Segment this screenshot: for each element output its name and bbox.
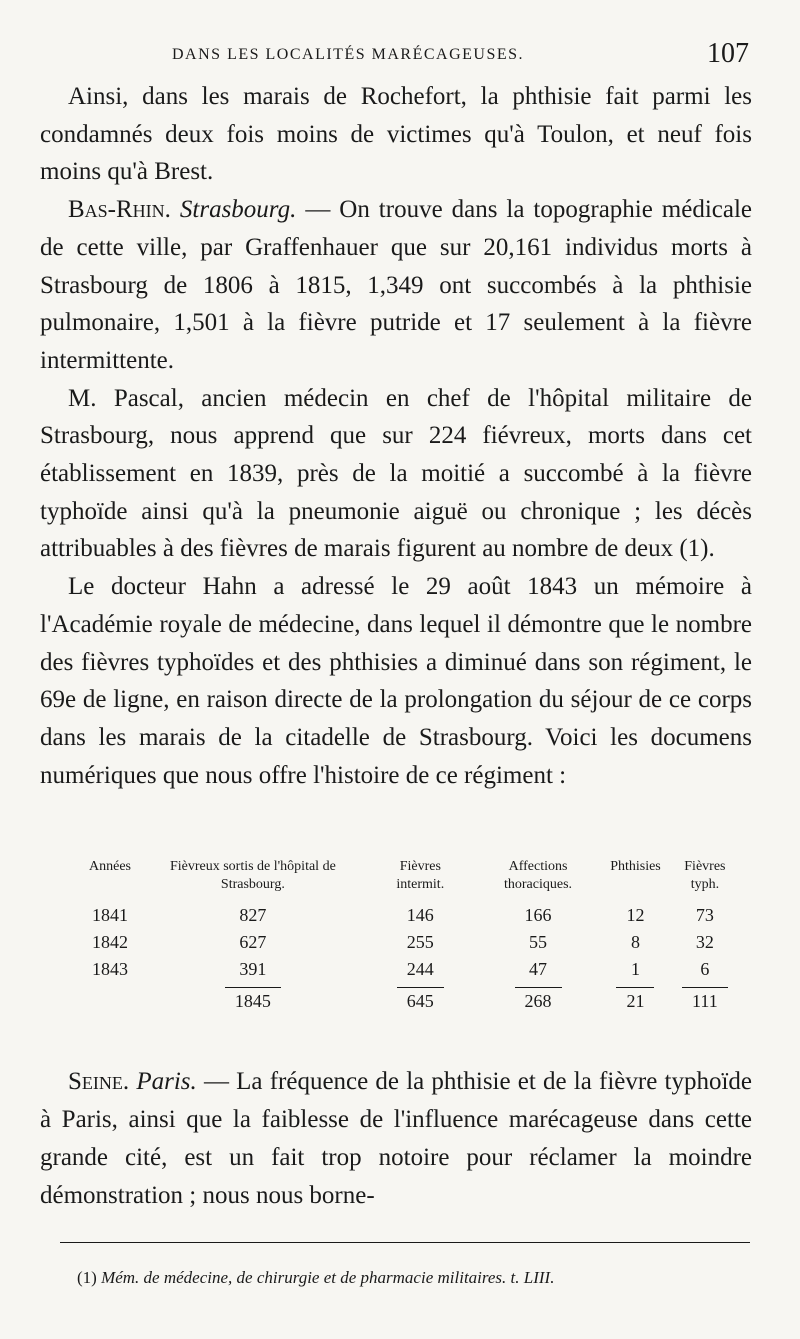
total-cell [371,983,470,1015]
table-cell: 244 [406,959,434,979]
book-page [40,0,755,1339]
table-cell: 32 [695,932,714,952]
paragraph-strasbourg [40,191,752,380]
table-header-row [85,858,745,902]
table-cell: 47 [529,959,548,979]
table-cell: 1842 [92,932,128,952]
paragraph-text: — On trouve dans la topographie médicale de cette ville, par Graffenhauer que sur 20,161 individus morts à Strasbourg de 1806 à 1815, 1,349 ont succombés à la phthisie pulmonaire, 1,501 à la fièvre putride et 17 seulement à la fièvre intermittente. [40,196,753,374]
table-cell: 1841 [92,905,128,925]
table-header-cell: Fièvreux sortis de l'hôpital de Strasbourg. [169,859,336,892]
total-value: 268 [515,987,562,1015]
table-cell: 12 [626,905,645,925]
table-header-cell: Années [89,859,131,874]
table-row [85,902,745,929]
total-value: 111 [682,987,728,1015]
page-number: 107 [707,38,749,69]
paragraph-text: — La fréquence de la phthisie et de la fièvre typhoïde à Paris, ainsi que la faiblesse de l'influence marécageuse dans cette grande cité, est un fait trop notoire pour réclamer la moindre démonstration ; nous nous borne- [40,1068,752,1209]
footnote-rule [60,1242,750,1243]
total-value: 1845 [225,987,281,1015]
city-name: Strasbourg. [179,196,297,224]
statistics-table-wrap [40,858,755,1048]
body-text-continued [40,1063,752,1215]
running-title: DANS LES LOCALITÉS MARÉCAGEUSES. [172,46,525,63]
table-header-cell: Affections thoraciques. [504,859,573,892]
table-cell: 166 [524,905,552,925]
total-cell [135,983,371,1015]
running-head [40,36,755,72]
table-row [85,929,745,956]
paragraph-hahn: Le docteur Hahn a adressé le 29 août 1843 un mémoire à l'Académie royale de médecine, dans lequel il démontre que le nombre des fièvres typhoïdes et des phthisies a diminué dans son régiment, le 69e de ligne, en raison directe de la prolongation du séjour de ce corps dans les marais de la citadelle de Strasbourg. Voici les documens numériques que nous offre l'histoire de ce régiment : [40,573,752,789]
total-cell [606,983,665,1015]
total-value: 645 [397,987,444,1015]
footnote-marker: (1) [77,1268,97,1287]
table-cell: 55 [529,932,548,952]
table-header-cell: Fièvres typh. [684,859,726,892]
table-cell: 391 [239,959,267,979]
table-cell: 146 [406,905,434,925]
total-cell [665,983,745,1015]
table-cell: 6 [700,959,710,979]
region-name: Seine. [68,1068,130,1095]
table-total-row [85,983,745,1015]
table-header-cell: Phthisies [610,859,661,874]
table-cell: 827 [239,905,267,925]
footnote-text: Mém. de médecine, de chirurgie et de pharmacie militaires. t. LIII. [101,1268,555,1287]
statistics-table [85,858,745,1015]
paragraph-rochefort: Ainsi, dans les marais de Rochefort, la phthisie fait parmi les condamnés deux fois moins de victimes qu'à Toulon, et neuf fois moins qu'à Brest. [40,83,752,186]
table-cell: 1843 [92,959,128,979]
total-value: 21 [616,987,654,1015]
footnote [77,1268,757,1288]
table-cell: 255 [406,932,434,952]
table-header-cell: Fièvres intermit. [396,859,445,892]
paragraph-pascal: M. Pascal, ancien médecin en chef de l'hôpital militaire de Strasbourg, nous apprend que sur 224 fiévreux, morts dans cet établissement en 1839, près de la moitié a succombé à la fièvre typhoïde ainsi qu'à la pneumonie aiguë ou chronique ; les décès attribuables à des fièvres de marais figurent au nombre de deux (1). [40,384,752,563]
body-text [40,78,752,794]
table-cell: 1 [630,959,640,979]
table-cell: 8 [630,932,640,952]
total-cell [85,983,135,1015]
table-cell: 627 [239,932,267,952]
paragraph-paris [40,1063,752,1215]
table-row [85,956,745,983]
region-name: Bas-Rhin. [68,196,171,224]
city-name: Paris. [136,1068,197,1095]
table-cell: 73 [695,905,714,925]
total-cell [470,983,606,1015]
